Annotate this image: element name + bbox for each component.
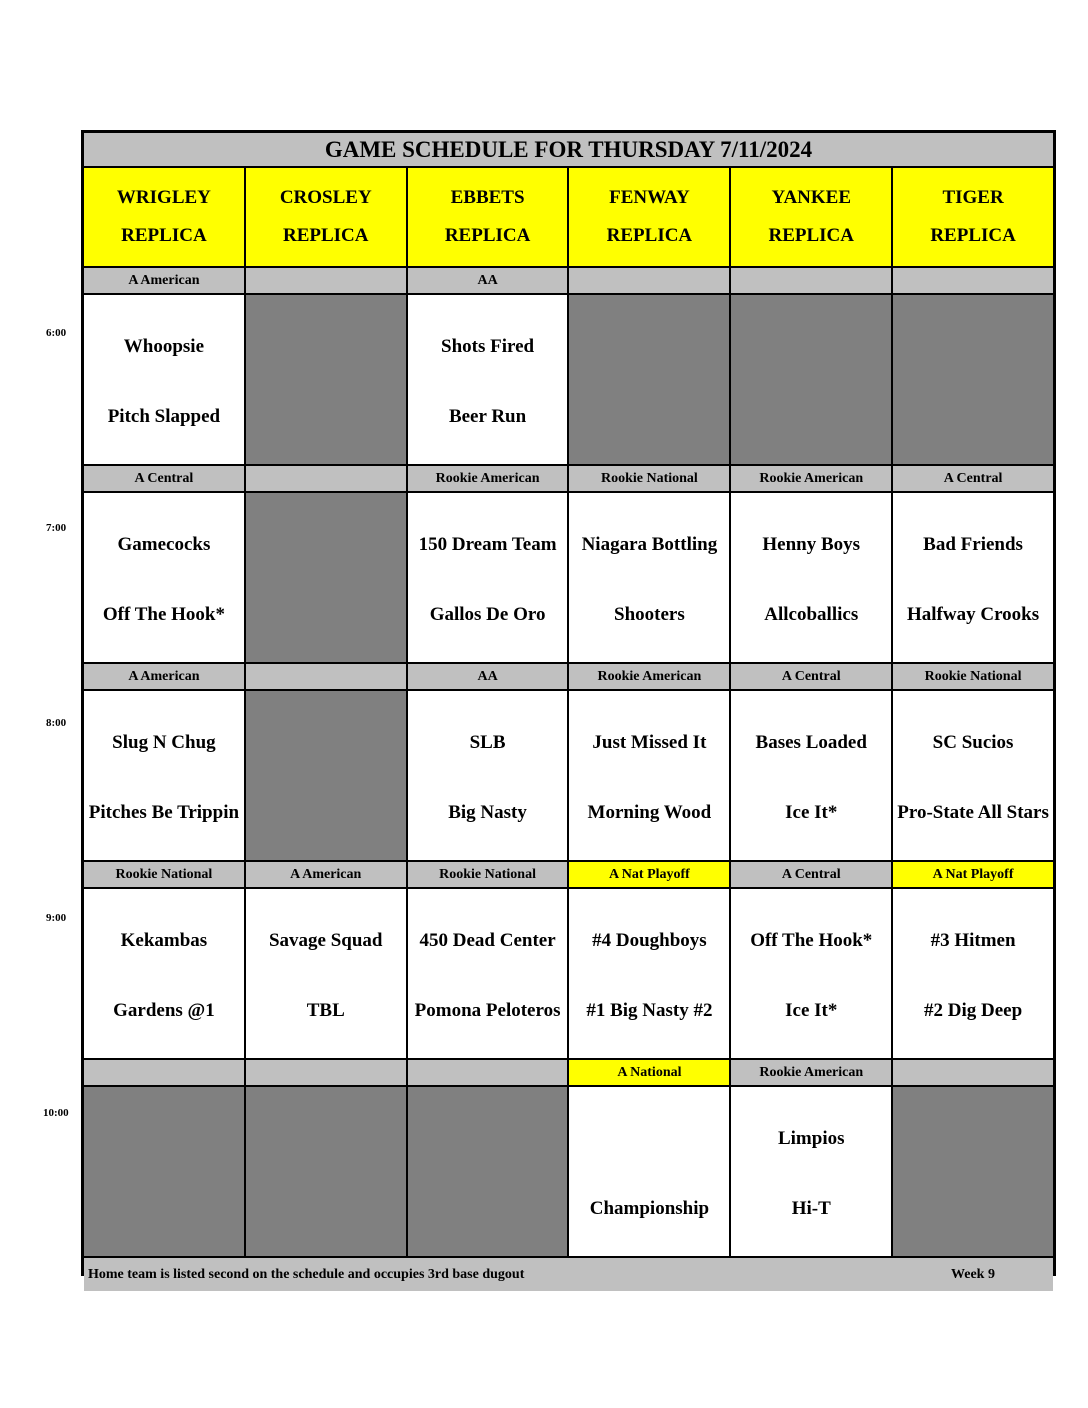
- park-header-fenway: [569, 168, 729, 266]
- empty-slot: [246, 493, 406, 662]
- division-label: A National: [569, 1060, 729, 1085]
- home-team: #1 Big Nasty #2: [586, 1000, 713, 1021]
- park-name: CROSLEY: [279, 187, 372, 208]
- game-cell: [731, 493, 891, 662]
- park-name: FENWAY: [609, 187, 690, 208]
- game-cell: [408, 691, 568, 860]
- game-cell: [84, 889, 244, 1058]
- park-subtitle: REPLICA: [930, 225, 1016, 246]
- game-cell: [84, 691, 244, 860]
- park-subtitle: REPLICA: [444, 225, 531, 246]
- away-team: Niagara Bottling: [581, 534, 718, 555]
- away-team: Whoopsie: [123, 336, 205, 357]
- time-label: 9:00: [46, 912, 67, 924]
- home-team: TBL: [306, 1000, 345, 1021]
- park-header-crosley: [246, 168, 406, 266]
- division-label: Rookie National: [893, 664, 1053, 689]
- game-cell: [246, 889, 406, 1058]
- away-team: SLB: [469, 732, 506, 753]
- park-subtitle: REPLICA: [282, 225, 369, 246]
- park-name: YANKEE: [771, 187, 852, 208]
- division-label: [246, 268, 406, 293]
- footer-bar: [84, 1258, 1053, 1291]
- home-team: Gardens @1: [113, 1000, 215, 1021]
- game-cell: [731, 691, 891, 860]
- schedule-table: [81, 130, 1056, 1282]
- division-label: [731, 268, 891, 293]
- division-label: Rookie American: [569, 664, 729, 689]
- park-header-wrigley: [84, 168, 244, 266]
- week-label: Week 9: [951, 1266, 995, 1282]
- away-team: Kekambas: [120, 930, 208, 951]
- away-team: Gamecocks: [117, 534, 211, 555]
- away-team: SC Sucios: [932, 732, 1014, 753]
- home-team: Halfway Crooks: [907, 604, 1040, 625]
- division-label: A Central: [731, 664, 891, 689]
- game-cell: [408, 493, 568, 662]
- game-cell: [569, 889, 729, 1058]
- division-label: Rookie American: [408, 466, 568, 491]
- division-label: AA: [408, 664, 568, 689]
- park-name: TIGER: [942, 187, 1004, 208]
- away-team: #4 Doughboys: [592, 930, 707, 951]
- away-team: Limpios: [777, 1128, 845, 1149]
- division-label: A American: [84, 664, 244, 689]
- empty-slot: [731, 295, 891, 464]
- home-team: Ice It*: [785, 1000, 838, 1021]
- game-cell: [569, 1087, 729, 1256]
- division-label: A Nat Playoff: [893, 862, 1053, 887]
- home-team: Gallos De Oro: [429, 604, 546, 625]
- park-header-ebbets: [408, 168, 568, 266]
- home-team: Pitches Be Trippin: [88, 802, 240, 823]
- empty-slot: [408, 1087, 568, 1256]
- time-label: 8:00: [46, 717, 67, 729]
- division-label: Rookie American: [731, 1060, 891, 1085]
- home-team: Pitch Slapped: [107, 406, 221, 427]
- division-label: [246, 466, 406, 491]
- division-label: Rookie National: [408, 862, 568, 887]
- division-label: Rookie American: [731, 466, 891, 491]
- home-team: Morning Wood: [587, 802, 712, 823]
- park-header-yankee: [731, 168, 891, 266]
- division-label: [569, 268, 729, 293]
- game-cell: [408, 889, 568, 1058]
- empty-slot: [246, 1087, 406, 1256]
- time-label: 6:00: [46, 327, 67, 339]
- game-cell: [569, 691, 729, 860]
- game-cell: [893, 493, 1053, 662]
- time-label: 7:00: [46, 522, 67, 534]
- away-team: Savage Squad: [268, 930, 383, 951]
- division-label: [84, 1060, 244, 1085]
- park-name: WRIGLEY: [116, 187, 211, 208]
- game-cell: [731, 889, 891, 1058]
- game-cell: [893, 889, 1053, 1058]
- away-team: 150 Dream Team: [418, 534, 557, 555]
- division-label: [408, 1060, 568, 1085]
- time-label: 10:00: [43, 1107, 69, 1119]
- home-team: Pro-State All Stars: [897, 802, 1049, 823]
- park-subtitle: REPLICA: [606, 225, 693, 246]
- away-team: Slug N Chug: [112, 732, 216, 753]
- division-label: A Central: [731, 862, 891, 887]
- game-cell: [731, 1087, 891, 1256]
- empty-slot: [893, 1087, 1053, 1256]
- away-team: 450 Dead Center: [419, 930, 556, 951]
- division-label: A Central: [84, 466, 244, 491]
- division-label: [246, 1060, 406, 1085]
- game-cell: [893, 691, 1053, 860]
- home-team: Pomona Peloteros: [414, 1000, 561, 1021]
- home-team: Championship: [589, 1198, 710, 1219]
- empty-slot: [569, 295, 729, 464]
- division-label: A Nat Playoff: [569, 862, 729, 887]
- away-team: #3 Hitmen: [930, 930, 1016, 951]
- game-cell: [408, 295, 568, 464]
- away-team: Henny Boys: [762, 534, 861, 555]
- home-team: Big Nasty: [448, 802, 527, 823]
- empty-slot: [84, 1087, 244, 1256]
- division-label: AA: [408, 268, 568, 293]
- park-name: EBBETS: [450, 187, 525, 208]
- division-label: Rookie National: [84, 862, 244, 887]
- division-label: Rookie National: [569, 466, 729, 491]
- away-team: Bad Friends: [923, 534, 1023, 555]
- division-label: A Central: [893, 466, 1053, 491]
- schedule-title: GAME SCHEDULE FOR THURSDAY 7/11/2024: [84, 133, 1053, 166]
- game-cell: [84, 493, 244, 662]
- away-team: Bases Loaded: [755, 732, 867, 753]
- division-label: [246, 664, 406, 689]
- game-cell: [84, 295, 244, 464]
- division-label: A American: [84, 268, 244, 293]
- home-team: Beer Run: [448, 406, 527, 427]
- away-team: Off The Hook*: [750, 930, 873, 951]
- game-cell: [569, 493, 729, 662]
- home-team: Allcoballics: [764, 604, 859, 625]
- away-team: Shots Fired: [441, 336, 535, 357]
- division-label: A American: [246, 862, 406, 887]
- empty-slot: [893, 295, 1053, 464]
- away-team: Just Missed It: [592, 732, 707, 753]
- division-label: [893, 1060, 1053, 1085]
- division-label: [893, 268, 1053, 293]
- home-team: #2 Dig Deep: [923, 1000, 1023, 1021]
- home-team: Ice It*: [785, 802, 838, 823]
- empty-slot: [246, 691, 406, 860]
- park-header-tiger: [893, 168, 1053, 266]
- park-subtitle: REPLICA: [121, 225, 207, 246]
- footer-note: Home team is listed second on the schedule and occupies 3rd base dugout: [88, 1266, 525, 1282]
- home-team: Off The Hook*: [102, 604, 225, 625]
- empty-slot: [246, 295, 406, 464]
- home-team: Hi-T: [791, 1198, 831, 1219]
- home-team: Shooters: [614, 604, 685, 625]
- park-subtitle: REPLICA: [768, 225, 854, 246]
